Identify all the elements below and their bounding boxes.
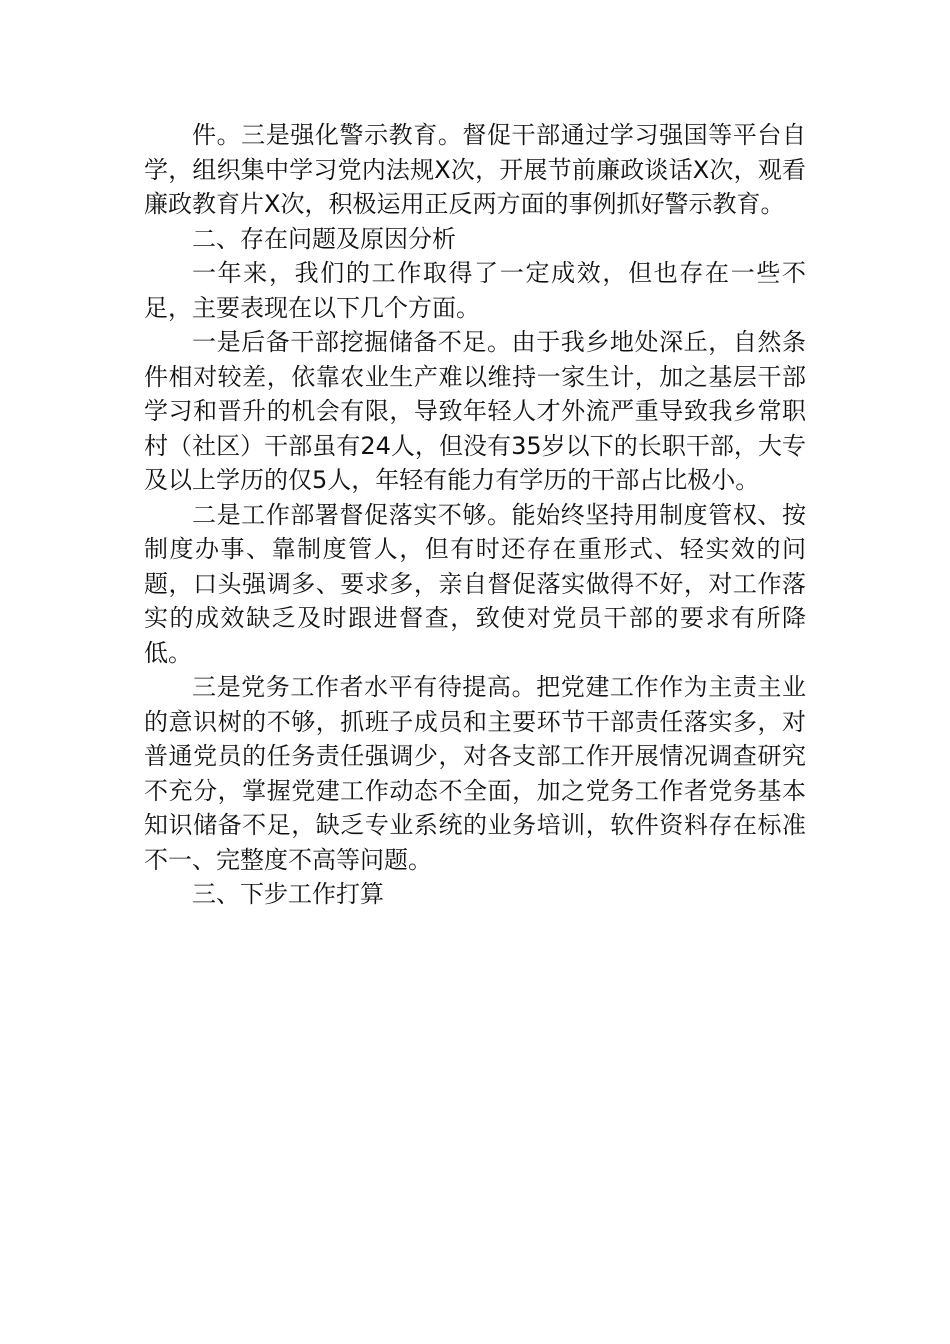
document-body (144, 118, 806, 912)
section-heading-next-steps: 三、下步工作打算 (192, 880, 384, 908)
paragraph-work-implementation: 二是工作部署督促落实不够。能始终坚持用制度管权、按制度办事、靠制度管人，但有时还存在重形式、轻实效的问题，口头强调多、要求多，亲自督促落实做得不好，对工作落实的成效缺乏及时跟进督查，致使对党员干部的要求有所降低。 (144, 500, 806, 667)
paragraph-overview: 一年来，我们的工作取得了一定成效，但也存在一些不足，主要表现在以下几个方面。 (144, 259, 806, 322)
section-heading-problems: 二、存在问题及原因分析 (192, 224, 456, 253)
paragraph-reserve-cadres: 一是后备干部挖掘储备不足。由于我乡地处深丘，自然条件相对较差，依靠农业生产难以维持一家生计，加之基层干部学习和晋升的机会有限，导致年轻人才外流严重导致我乡常职村（社区）干部虽有24人，但没有35岁以下的长职干部，大专及以上学历的仅5人，年轻有能力有学历的干部占比极小。 (144, 328, 806, 494)
paragraph-warning-education: 件。三是强化警示教育。督促干部通过学习强国等平台自学，组织集中学习党内法规X次，开展节前廉政谈话X次，观看廉政教育片X次，积极运用正反两方面的事例抓好警示教育。 (144, 121, 806, 218)
paragraph-party-affairs: 三是党务工作者水平有待提高。把党建工作作为主责主业的意识树的不够，抓班子成员和主要环节干部责任落实多，对普通党员的任务责任强调少，对各支部工作开展情况调查研究不充分，掌握党建工作动态不全面，加之党务工作者党务基本知识储备不足，缺乏专业系统的业务培训，软件资料存在标准不一、完整度不高等问题。 (144, 673, 806, 874)
